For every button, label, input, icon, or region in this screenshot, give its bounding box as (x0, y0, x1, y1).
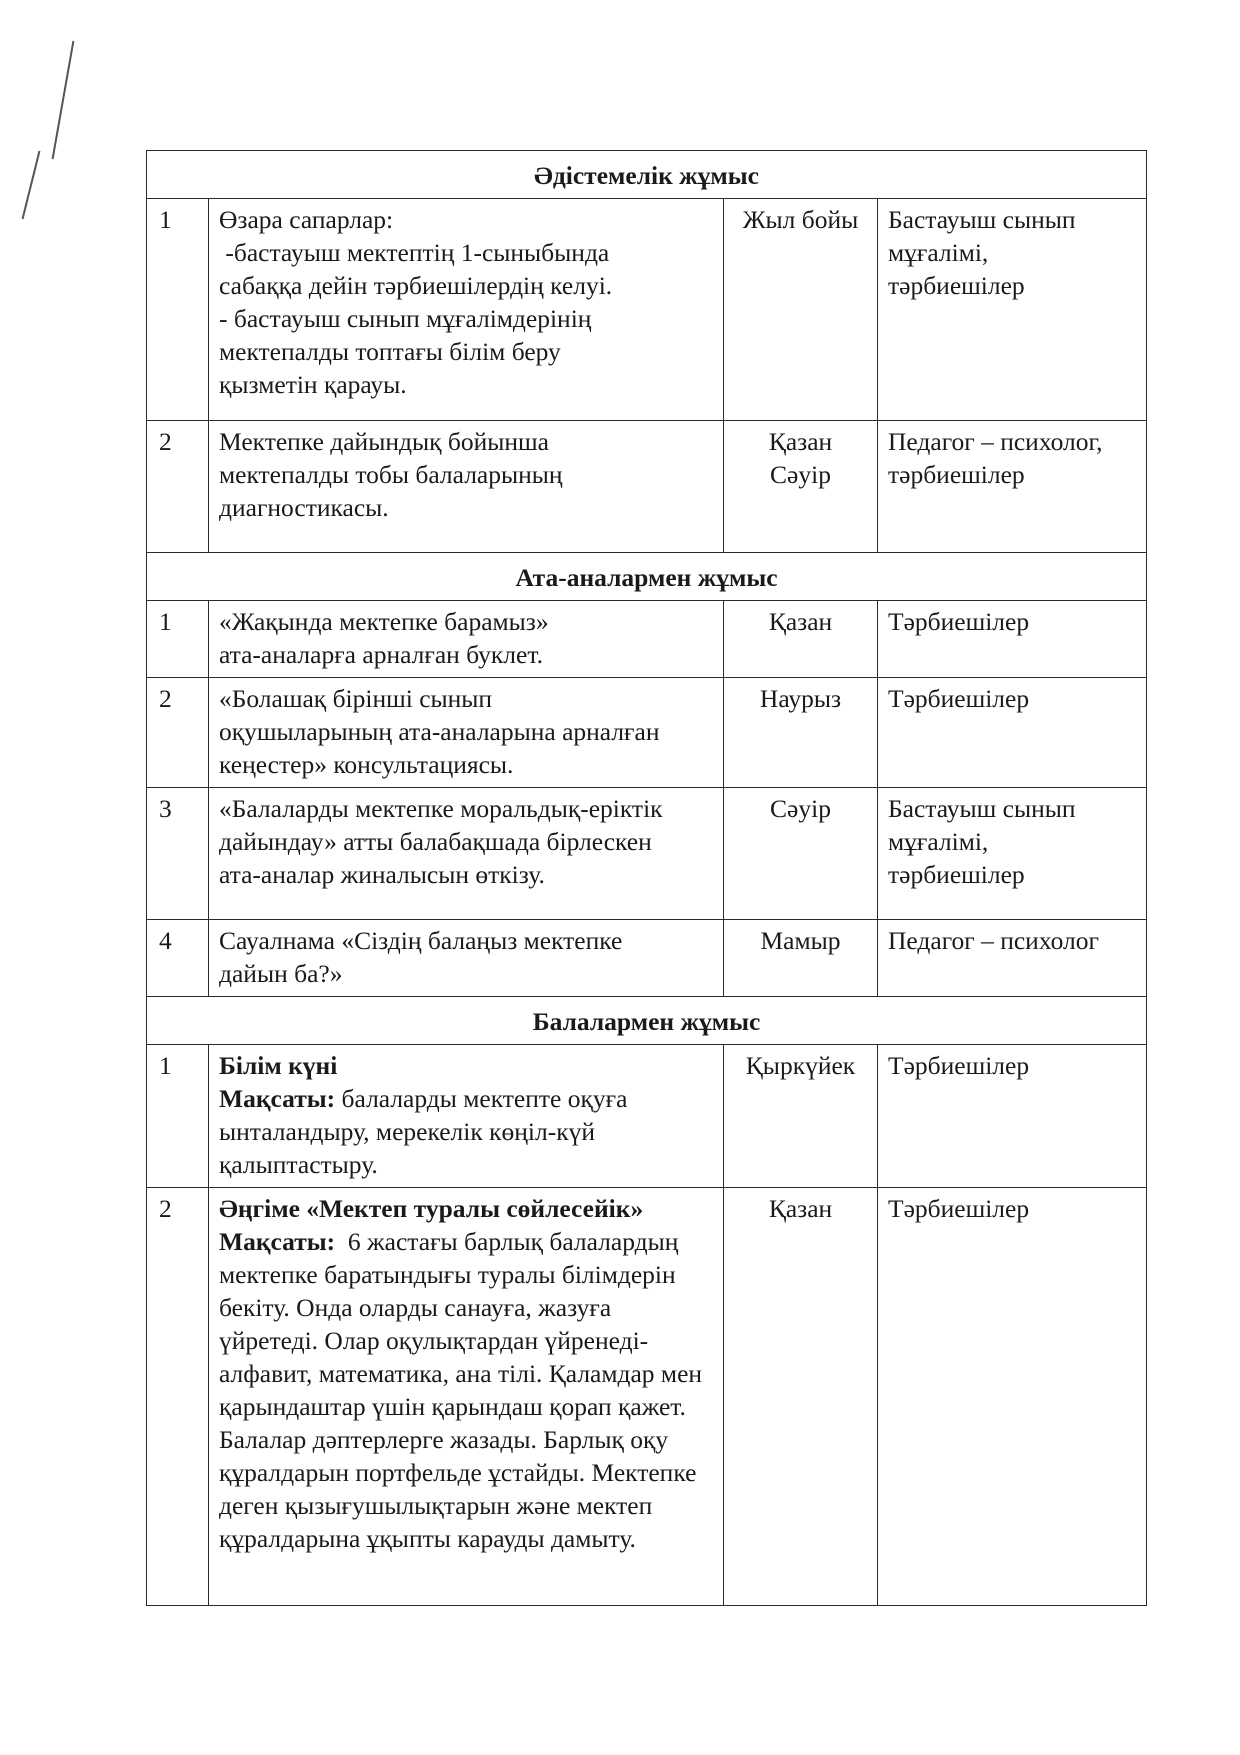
activity-line: - бастауыш сынып мұғалімдерінің (219, 304, 592, 333)
term-line: Қазан (768, 607, 833, 636)
term-cell (724, 421, 878, 553)
responsible-cell (878, 788, 1147, 920)
table-row (147, 1045, 1147, 1188)
activity-line: мектепалды тобы балаларының (219, 460, 563, 489)
term-line: Қыркүйек (745, 1051, 856, 1080)
activity-line: мектепалды топтағы білім беру (219, 337, 561, 366)
goal-label: Мақсаты: (219, 1084, 336, 1113)
activity-line: «Болашақ бірінші сынып (219, 684, 493, 713)
responsible-cell (878, 678, 1147, 788)
row-number: 2 (147, 421, 209, 553)
activity-line: ата-аналар жиналысын өткізу. (219, 860, 545, 889)
activity-cell (209, 920, 724, 997)
section-title: Әдістемелік жұмыс (147, 151, 1147, 199)
activity-line: сабаққа дейін тәрбиешілердің келуі. (219, 271, 613, 300)
scan-edge-mark (22, 151, 41, 219)
responsible-line: Педагог – психолог (888, 926, 1099, 955)
term-cell (724, 788, 878, 920)
goal-label: Мақсаты: (219, 1227, 336, 1256)
row-number: 2 (147, 1188, 209, 1606)
responsible-cell (878, 421, 1147, 553)
activity-line: дайындау» атты балабақшада бірлескен (219, 827, 652, 856)
term-line: Наурыз (759, 684, 842, 713)
responsible-cell (878, 920, 1147, 997)
row-number: 2 (147, 678, 209, 788)
activity-line: кеңестер» консультациясы. (219, 750, 514, 779)
responsible-line: Тәрбиешілер (888, 684, 1030, 713)
activity-cell (209, 601, 724, 678)
responsible-line: Тәрбиешілер (888, 607, 1030, 636)
activity-line: дайын ба?» (219, 959, 343, 988)
activity-cell (209, 199, 724, 421)
activity-line: Сауалнама «Сіздің балаңыз мектепке (219, 926, 623, 955)
term-cell (724, 1045, 878, 1188)
term-cell (724, 920, 878, 997)
activity-line: оқушыларының ата-аналарына арналған (219, 717, 660, 746)
term-line: Жыл бойы (742, 205, 859, 234)
row-number: 3 (147, 788, 209, 920)
activity-line: диагностикасы. (219, 493, 389, 522)
responsible-cell (878, 1188, 1147, 1606)
responsible-cell (878, 199, 1147, 421)
term-line: Сәуір (770, 460, 831, 489)
row-number: 1 (147, 199, 209, 421)
responsible-line: тәрбиешілер (888, 860, 1025, 889)
term-line: Мамыр (760, 926, 841, 955)
responsible-line: мұғалімі, (888, 827, 989, 856)
section-header-row (147, 151, 1147, 199)
activity-line: «Жақында мектепке барамыз» (219, 607, 549, 636)
term-cell (724, 199, 878, 421)
activity-line: ынталандыру, мерекелік көңіл-күй (219, 1117, 595, 1146)
responsible-cell (878, 601, 1147, 678)
row-number: 4 (147, 920, 209, 997)
responsible-line: тәрбиешілер (888, 460, 1025, 489)
activity-cell (209, 678, 724, 788)
responsible-line: Бастауыш сынып (888, 794, 1076, 823)
section-title: Ата-аналармен жұмыс (147, 553, 1147, 601)
activity-line: -бастауыш мектептің 1-сыныбында (219, 238, 610, 267)
section-header-row (147, 553, 1147, 601)
table-row (147, 788, 1147, 920)
activity-line: Өзара сапарлар: (219, 205, 394, 234)
table-row (147, 199, 1147, 421)
section-title: Балалармен жұмыс (147, 997, 1147, 1045)
activity-cell (209, 788, 724, 920)
scan-edge-mark (52, 41, 75, 160)
row-number: 1 (147, 1045, 209, 1188)
responsible-line: мұғалімі, (888, 238, 989, 267)
activity-heading: Білім күні (219, 1051, 338, 1080)
table-row (147, 421, 1147, 553)
responsible-cell (878, 1045, 1147, 1188)
activity-line: қалыптастыру. (219, 1150, 378, 1179)
term-line: Қазан (768, 1194, 833, 1223)
responsible-line: тәрбиешілер (888, 271, 1025, 300)
activity-cell (209, 1188, 724, 1606)
activity-text: 6 жастағы барлық балалардың мектепке баратындығы туралы білімдерін бекіту. Онда оларды санауға, жазуға үйретеді. Олар оқулықтардан үйренеді-алфавит, математика, ана тілі. Қаламдар мен қарындаштар үшін қарындаш қорап қажет. Балалар дәптерлерге жазады. Барлық оқу құралдарын портфельде ұстайды. Мектепке деген қызығушылықтарын және мектеп құралдарына ұқыпты карауды дамыту. (219, 1227, 709, 1553)
table-row (147, 920, 1147, 997)
responsible-line: Тәрбиешілер (888, 1194, 1030, 1223)
activity-line: қызметін қарауы. (219, 370, 407, 399)
table-row (147, 1188, 1147, 1606)
term-line: Сәуір (770, 794, 831, 823)
activity-line: Мектепке дайындық бойынша (219, 427, 549, 456)
responsible-line: Тәрбиешілер (888, 1051, 1030, 1080)
term-cell (724, 678, 878, 788)
activity-heading: Әңгіме «Мектеп туралы сөйлесейік» (219, 1194, 644, 1223)
activity-cell (209, 1045, 724, 1188)
term-cell (724, 1188, 878, 1606)
activity-cell (209, 421, 724, 553)
section-header-row (147, 997, 1147, 1045)
row-number: 1 (147, 601, 209, 678)
activity-line: «Балаларды мектепке моральдық-еріктік (219, 794, 663, 823)
term-cell (724, 601, 878, 678)
activity-line: балаларды мектепте оқуға (335, 1084, 628, 1113)
table-row (147, 601, 1147, 678)
responsible-line: Бастауыш сынып (888, 205, 1076, 234)
plan-table (146, 150, 1147, 1606)
table-row (147, 678, 1147, 788)
term-line: Қазан (768, 427, 833, 456)
responsible-line: Педагог – психолог, (888, 427, 1103, 456)
activity-line: ата-аналарға арналған буклет. (219, 640, 543, 669)
